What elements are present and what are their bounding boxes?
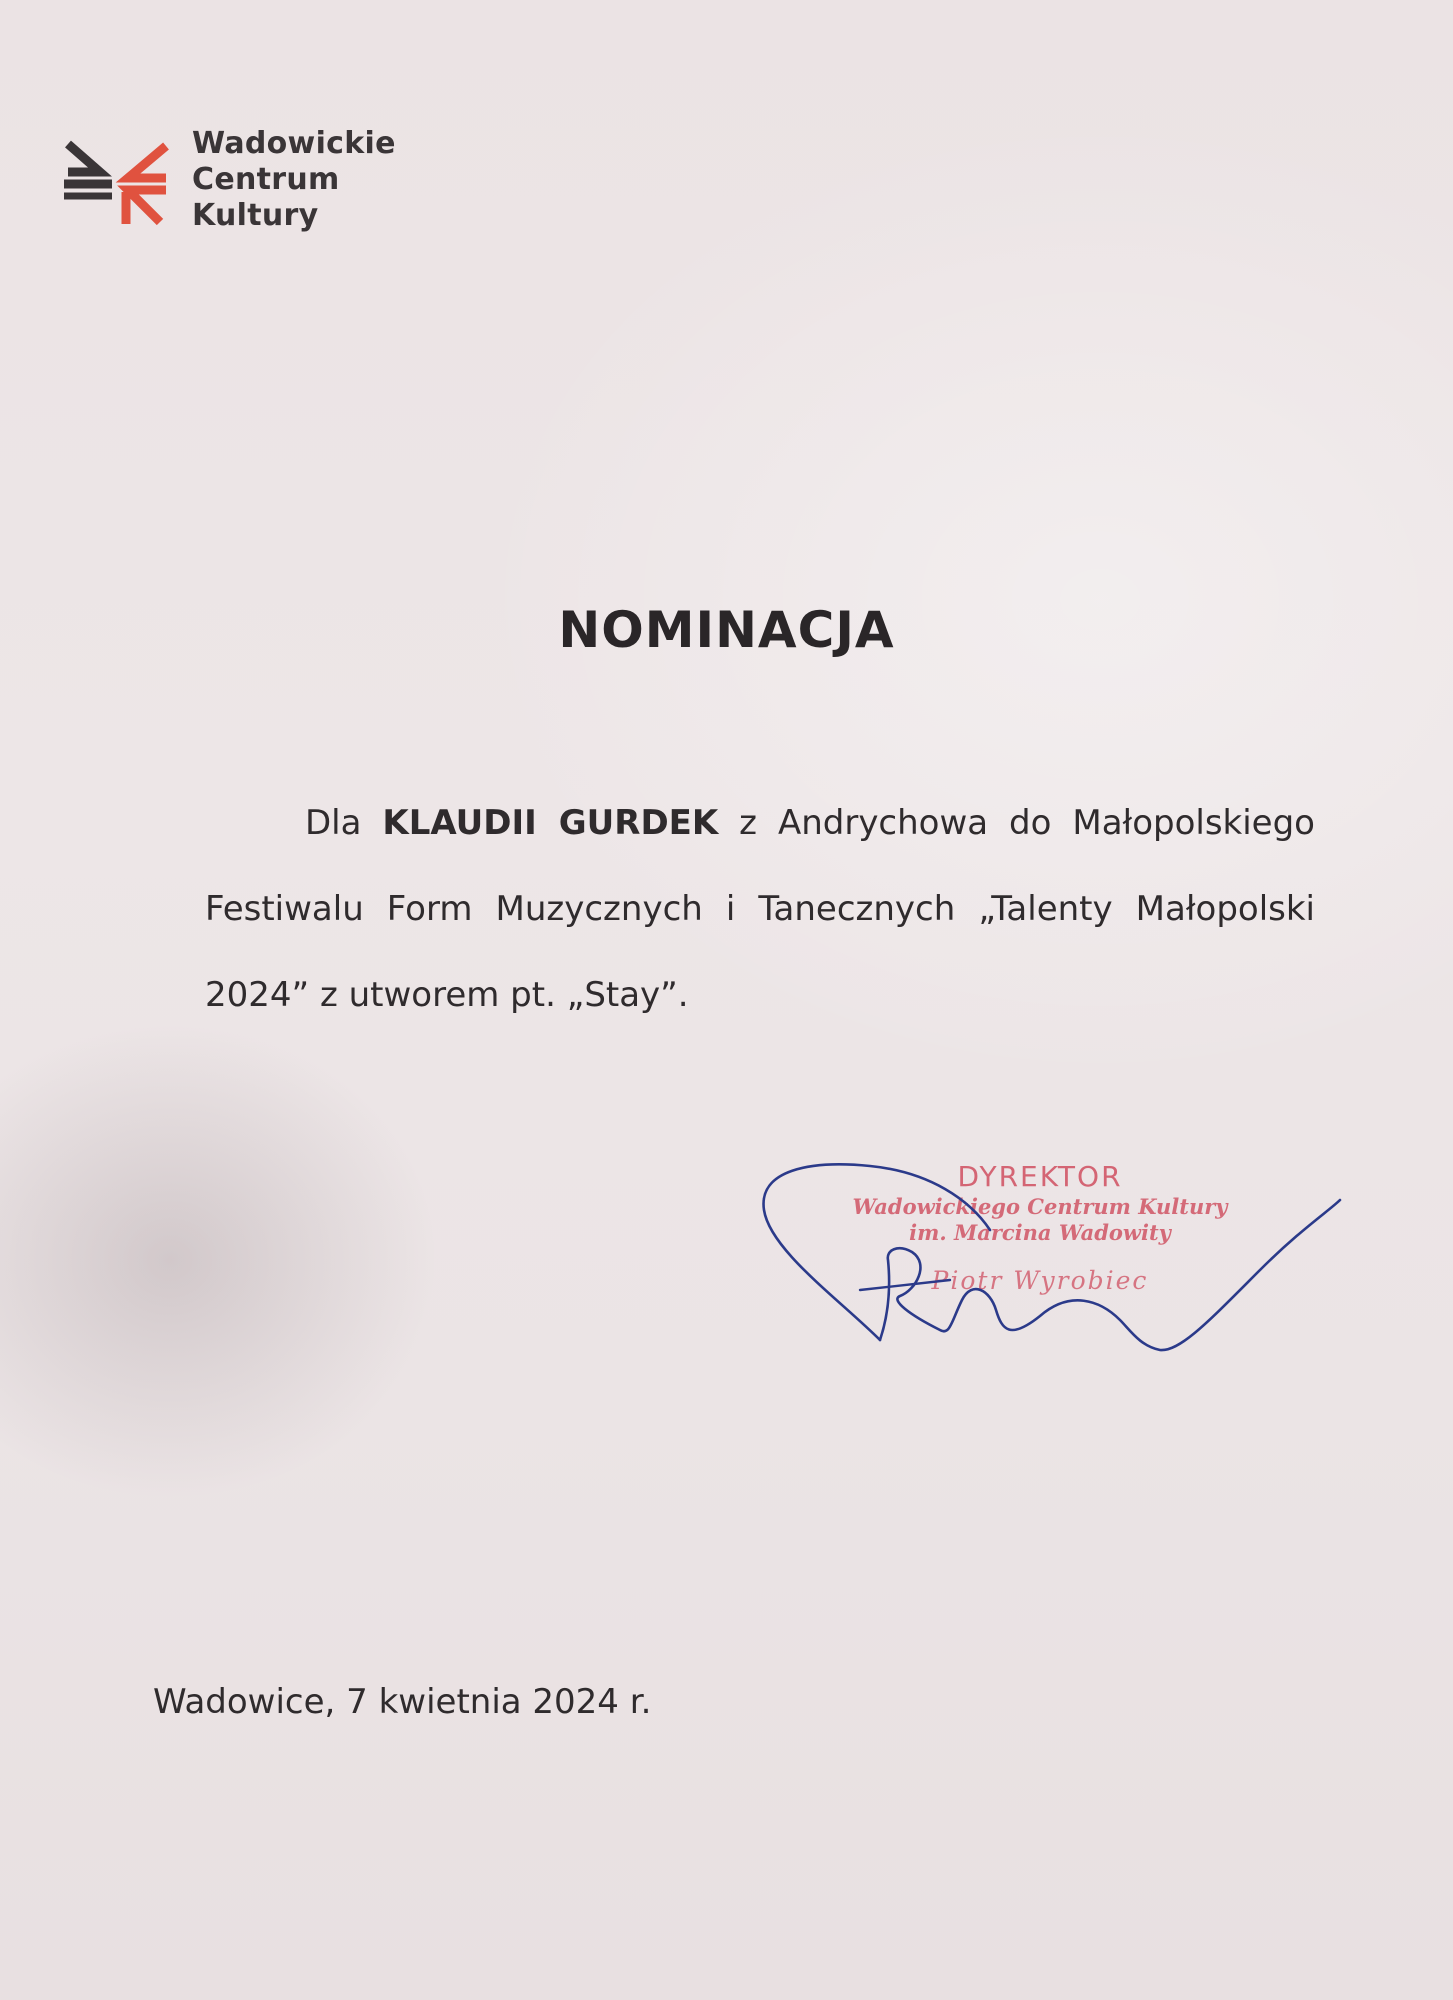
organization-logo: [60, 124, 440, 244]
logo-line-2: Centrum: [192, 162, 340, 197]
stamp-person-name: Piotr Wyrobiec: [931, 1266, 1149, 1295]
stamp-title: DYREKTOR: [957, 1160, 1123, 1193]
place-and-date: Wadowice, 7 kwietnia 2024 r.: [153, 1682, 652, 1722]
logo-wordmark: [192, 126, 396, 234]
handwritten-signature: [740, 1140, 1360, 1370]
body-prefix: Dla: [305, 803, 383, 843]
logo-line-3: Kultury: [192, 198, 319, 233]
logo-arrows-icon: [60, 132, 174, 232]
body-text: z Andrychowa do Małopolskiego Festiwalu Form Muzycznych i Tanecznych „Talenty Małopolski 2024” z utworem pt. „Stay”.: [205, 803, 1315, 1015]
nomination-body: [205, 780, 1315, 1038]
stamp-institution-patron: im. Marcina Wadowity: [909, 1220, 1171, 1245]
logo-line-1: Wadowickie: [192, 126, 396, 161]
nominee-name: KLAUDII GURDEK: [382, 803, 719, 843]
stamp-institution: Wadowickiego Centrum Kultury: [852, 1194, 1228, 1219]
document-title: NOMINACJA: [558, 601, 895, 659]
